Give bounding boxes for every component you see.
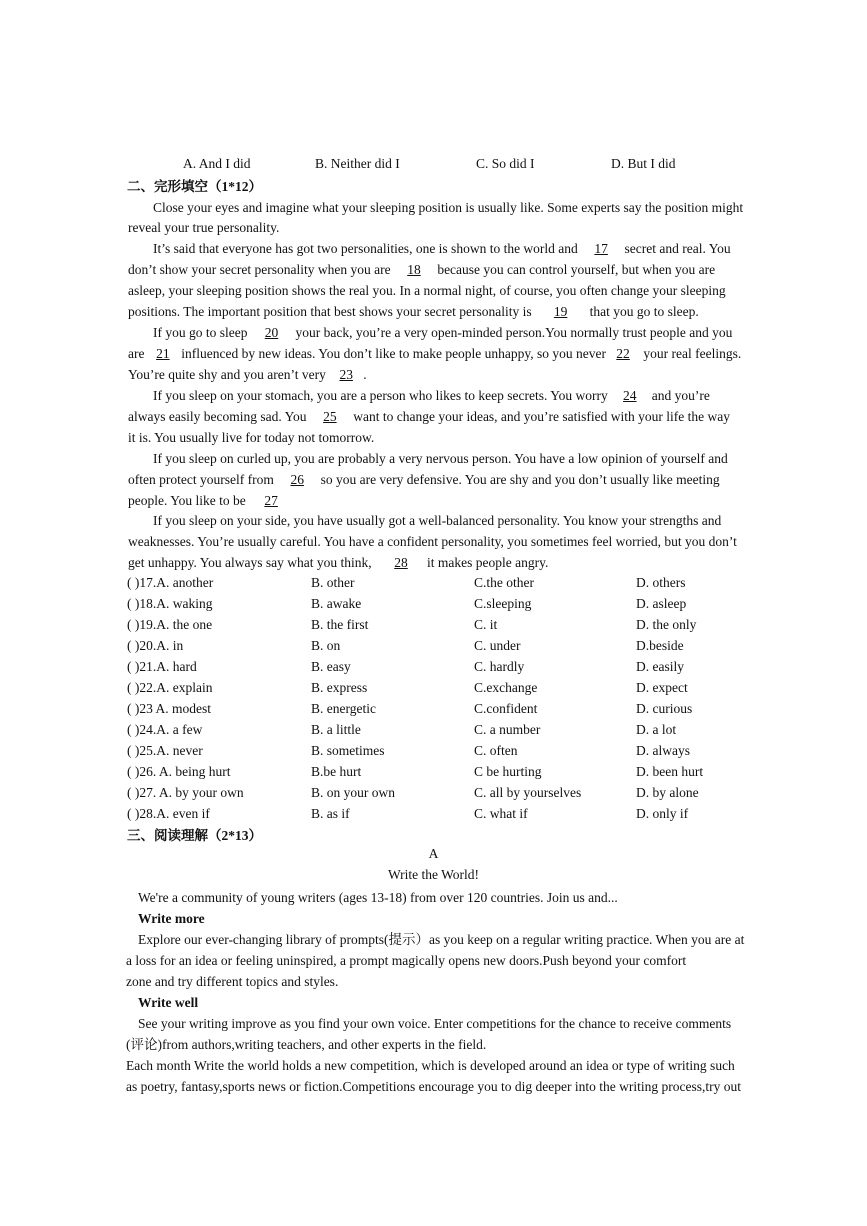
option-b: B. express [311,680,368,695]
option-b: B.be hurt [311,764,362,779]
reading-line: a loss for an idea or feeling uninspired, a prompt magically opens new doors.Push beyond your comfort [126,953,687,968]
question-a: ( )24.A. a few [127,722,203,737]
option-c: C. often [474,743,518,758]
reading-title: Write the World! [387,867,480,882]
blank-23: 23 [339,367,353,382]
option-c: C.exchange [474,680,538,695]
option-b: B. on your own [311,785,395,800]
reading-line: Each month Write the world holds a new competition, which is developed around an idea or type of writing such [126,1058,735,1073]
blank-21: 21 [156,346,170,361]
option-d: D. by alone [636,785,699,800]
option-d: D. been hurt [636,764,704,779]
question-row [127,635,757,656]
passage-line: positions. The important position that best shows your secret personality is 19 that you go to sleep. [128,302,748,322]
option-b: B. other [311,575,355,590]
option-b: B. easy [311,659,351,674]
passage-line: If you sleep on your stomach, you are a person who likes to keep secrets. You worry 24 and you’re [153,386,748,406]
question-a: ( )23 A. modest [127,701,211,716]
option-b: B. energetic [311,701,376,716]
passage-line: asleep, your sleeping position shows the real you. In a normal night, of course, you often change your sleeping [128,283,726,298]
question-a: ( )20.A. in [127,638,184,653]
option-b: B. on [311,638,341,653]
passage-line: reveal your true personality. [128,220,280,235]
passage-line: don’t show your secret personality when you are 18 because you can control yourself, but when you are [128,260,748,280]
option-d: D. a lot [636,722,677,737]
passage-line: It’s said that everyone has got two personalities, one is shown to the world and 17 secret and real. You [153,239,748,259]
cloze-options [127,572,757,824]
reading-line: See your writing improve as you find your own voice. Enter competitions for the chance to receive comments [138,1016,732,1031]
top-option-d: D. But I did [611,156,676,171]
option-b: B. a little [311,722,361,737]
blank-26: 26 [290,472,304,487]
question-row [127,803,757,824]
question-row [127,677,757,698]
question-row [127,572,757,593]
question-row [127,698,757,719]
section2-title: 二、完形填空（1*12） [127,179,262,194]
option-d: D. easily [636,659,684,674]
top-option-c: C. So did I [476,156,535,171]
top-option-a: A. And I did [183,156,251,171]
question-row [127,740,757,761]
option-b: B. as if [311,806,350,821]
option-d: D.beside [636,638,684,653]
reading-heading: Write more [138,911,205,926]
question-a: ( )25.A. never [127,743,203,758]
section3-title: 三、阅读理解（2*13） [127,828,262,843]
question-row [127,614,757,635]
option-d: D. always [636,743,690,758]
option-d: D. only if [636,806,689,821]
passage-line: people. You like to be 27 [128,491,748,511]
passage-line: it is. You usually live for today not tomorrow. [128,430,375,445]
option-c: C. hardly [474,659,525,674]
top-option-b: B. Neither did I [315,156,400,171]
question-row [127,719,757,740]
question-a: ( )27. A. by your own [127,785,244,800]
option-b: B. sometimes [311,743,385,758]
passage-line: If you sleep on curled up, you are probably a very nervous person. You have a low opinion of yourself and [153,451,728,466]
question-row [127,782,757,803]
passage-line: If you go to sleep 20 your back, you’re a very open-minded person.You normally trust people and you [153,323,748,343]
question-a: ( )18.A. waking [127,596,213,611]
option-b: B. the first [311,617,369,632]
question-a: ( )21.A. hard [127,659,197,674]
blank-25: 25 [323,409,337,424]
reading-line: zone and try different topics and styles. [126,974,339,989]
reading-line: as poetry, fantasy,sports news or fiction.Competitions encourage you to dig deeper into the writing process,try out [126,1079,741,1094]
option-c: C. under [474,638,521,653]
option-c: C. what if [474,806,528,821]
question-a: ( )26. A. being hurt [127,764,231,779]
blank-28: 28 [394,555,408,570]
blank-19: 19 [553,304,568,319]
reading-line: Explore our ever-changing library of prompts(提示）as you keep on a regular writing practice. When you are at [138,932,745,947]
question-row [127,593,757,614]
question-a: ( )22.A. explain [127,680,213,695]
passage-line: weaknesses. You’re usually careful. You have a confident personality, you sometimes feel worried, but you don’t [128,534,737,549]
option-d: D. others [636,575,686,590]
question-a: ( )17.A. another [127,575,214,590]
question-a: ( )28.A. even if [127,806,210,821]
blank-22: 22 [616,346,630,361]
reading-heading: Write well [138,995,199,1010]
option-c: C. it [474,617,498,632]
option-d: D. asleep [636,596,687,611]
option-c: C.sleeping [474,596,532,611]
blank-17: 17 [594,241,608,256]
reading-line: We're a community of young writers (ages 13-18) from over 120 countries. Join us and... [138,890,618,905]
option-c: C be hurting [474,764,542,779]
question-row [127,761,757,782]
option-c: C. a number [474,722,541,737]
blank-27: 27 [264,493,278,508]
reading-line: (评论)from authors,writing teachers, and other experts in the field. [126,1037,487,1052]
passage-line: are 21 influenced by new ideas. You don’t like to make people unhappy, so you never 22 your real feelings. [128,344,748,364]
option-c: C.confident [474,701,538,716]
option-d: D. the only [636,617,697,632]
option-d: D. curious [636,701,693,716]
reading-letter: A [428,846,439,861]
passage-line: You’re quite shy and you aren’t very 23 . [128,365,748,385]
option-c: C. all by yourselves [474,785,582,800]
passage-line: Close your eyes and imagine what your sleeping position is usually like. Some experts say the position might [153,200,744,215]
blank-18: 18 [407,262,421,277]
option-b: B. awake [311,596,362,611]
blank-24: 24 [623,388,637,403]
passage-line: often protect yourself from 26 so you are very defensive. You are shy and you don’t usually like meeting [128,470,748,490]
question-a: ( )19.A. the one [127,617,213,632]
passage-line: If you sleep on your side, you have usually got a well-balanced personality. You know your strengths and [153,513,722,528]
question-row [127,656,757,677]
option-d: D. expect [636,680,688,695]
blank-20: 20 [264,325,279,340]
option-c: C.the other [474,575,534,590]
passage-line: always easily becoming sad. You 25 want to change your ideas, and you’re satisfied with your life the way [128,407,748,427]
passage-line: get unhappy. You always say what you think, 28 it makes people angry. [128,553,748,573]
